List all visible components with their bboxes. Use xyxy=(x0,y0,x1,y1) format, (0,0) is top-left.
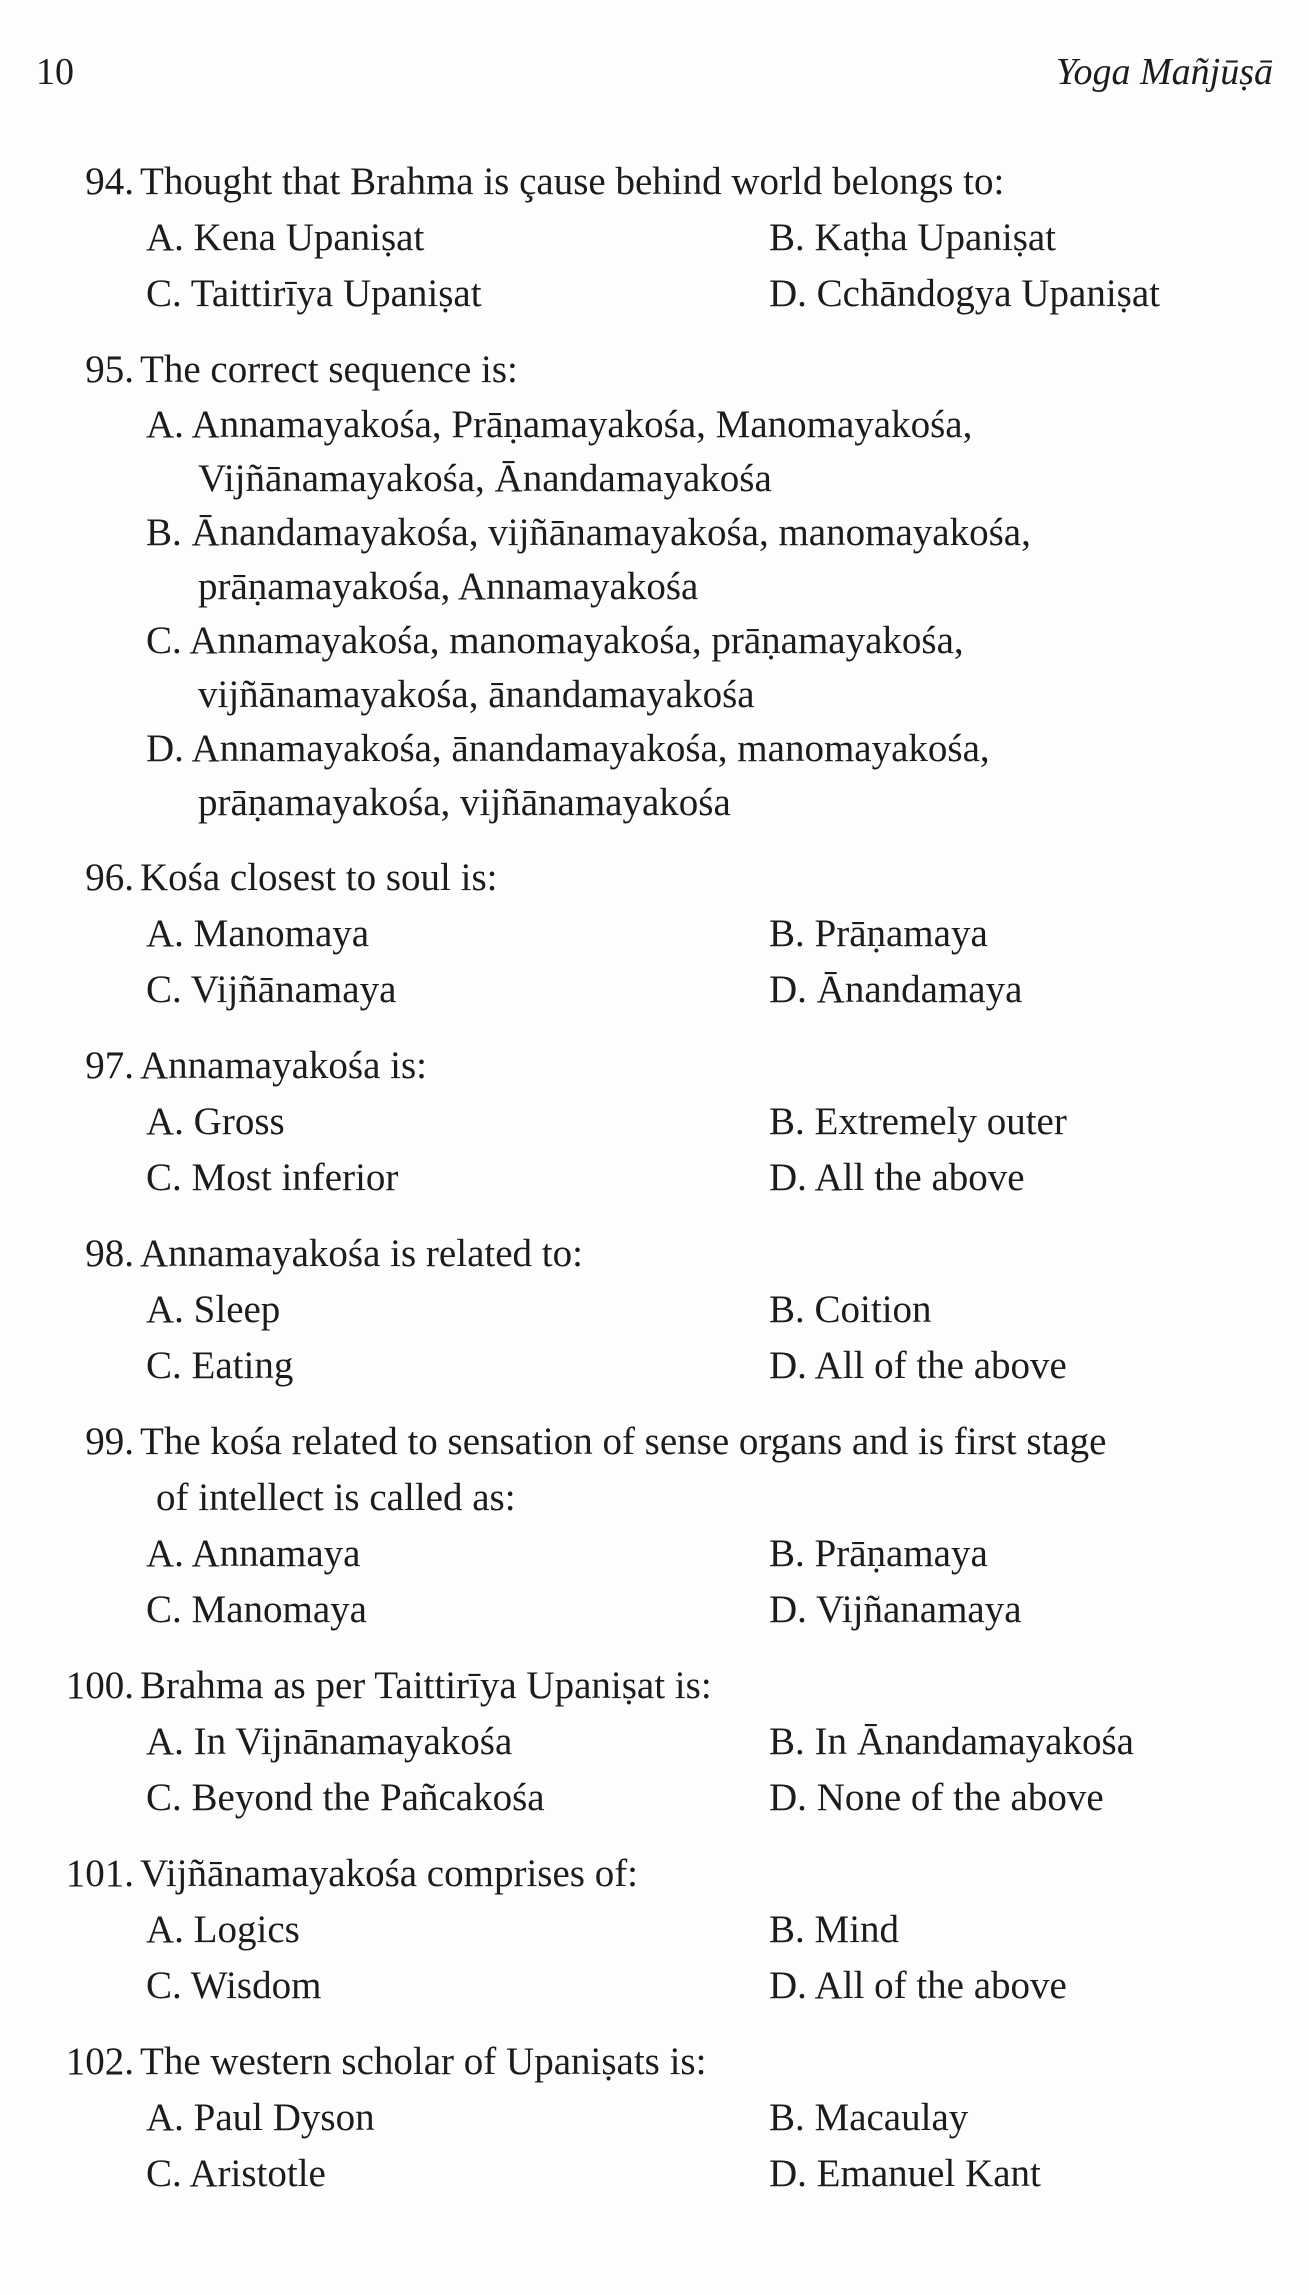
question-text-continued: of intellect is called as: xyxy=(156,1476,516,1519)
question-text: The kośa related to sensation of sense organs and is first stage xyxy=(140,1420,1107,1463)
option: A. Kena Upaniṣat xyxy=(146,216,425,259)
option: C. Wisdom xyxy=(146,1964,322,2007)
question-text: Thought that Brahma is çause behind world belongs to: xyxy=(140,160,1005,203)
question-text: Annamayakośa is: xyxy=(140,1044,428,1087)
question-list xyxy=(0,154,1309,2222)
question-stem xyxy=(0,850,1309,906)
option-long xyxy=(0,506,1309,614)
option: B. Mind xyxy=(769,1908,900,1951)
options-row xyxy=(0,1902,1309,1958)
question-text: Kośa closest to soul is: xyxy=(140,856,498,899)
option: A. In Vijnānamayakośa xyxy=(146,1720,513,1763)
option: C. Manomaya xyxy=(146,1588,367,1631)
options-grid xyxy=(0,2090,1309,2202)
option: B. Macaulay xyxy=(769,2096,969,2139)
option: D. All of the above xyxy=(769,1964,1067,2007)
question-stem xyxy=(0,1038,1309,1094)
option: C. Beyond the Pañcakośa xyxy=(146,1776,545,1819)
question-block xyxy=(0,2034,1309,2202)
question-number: 98. xyxy=(85,1232,134,1275)
option: B. In Ānandamayakośa xyxy=(769,1720,1134,1763)
question-text: Vijñānamayakośa comprises of: xyxy=(140,1852,639,1895)
question-number: 102. xyxy=(65,2040,134,2083)
option-line: C. Annamayakośa, manomayakośa, prāṇamayakośa, xyxy=(146,619,964,662)
question-block xyxy=(0,154,1309,322)
question-text: The western scholar of Upaniṣats is: xyxy=(140,2040,707,2083)
question-block xyxy=(0,1414,1309,1638)
option-line: A. Annamayakośa, Prāṇamayakośa, Manomayakośa, xyxy=(146,403,973,446)
option: B. Extremely outer xyxy=(769,1100,1067,1143)
question-block xyxy=(0,1038,1309,1206)
option-long xyxy=(0,722,1309,830)
options-row xyxy=(0,1958,1309,2014)
page-number: 10 xyxy=(36,51,74,93)
question-stem xyxy=(0,1226,1309,1282)
option: B. Prāṇamaya xyxy=(769,912,988,955)
option-line-continued: Vijñānamayakośa, Ānandamayakośa xyxy=(198,457,772,500)
question-number: 99. xyxy=(85,1420,134,1463)
options-row xyxy=(0,906,1309,962)
question-number: 100. xyxy=(65,1664,134,1707)
question-number: 95. xyxy=(85,348,134,391)
option: D. None of the above xyxy=(769,1776,1104,1819)
option-long xyxy=(0,614,1309,722)
option-long xyxy=(0,398,1309,506)
options-grid xyxy=(0,1902,1309,2014)
option: A. Gross xyxy=(146,1100,285,1143)
question-number: 97. xyxy=(85,1044,134,1087)
question-block xyxy=(0,850,1309,1018)
option-line: B. Ānandamayakośa, vijñānamayakośa, manomayakośa, xyxy=(146,511,1031,554)
question-text: Annamayakośa is related to: xyxy=(140,1232,583,1275)
question-number: 94. xyxy=(85,160,134,203)
option: C. Most inferior xyxy=(146,1156,399,1199)
question-stem xyxy=(0,154,1309,210)
options-row xyxy=(0,210,1309,266)
options-grid xyxy=(0,1094,1309,1206)
option: D. Cchāndogya Upaniṣat xyxy=(769,272,1160,315)
option: B. Coition xyxy=(769,1288,932,1331)
option: A. Manomaya xyxy=(146,912,370,955)
options-grid xyxy=(0,1526,1309,1638)
options-grid xyxy=(0,210,1309,322)
option-line: D. Annamayakośa, ānandamayakośa, manomayakośa, xyxy=(146,727,990,770)
question-stem xyxy=(0,342,1309,398)
option: D. All the above xyxy=(769,1156,1025,1199)
question-number: 101. xyxy=(65,1852,134,1895)
options-row xyxy=(0,1338,1309,1394)
question-block xyxy=(0,1658,1309,1826)
question-stem xyxy=(0,1658,1309,1714)
question-number: 96. xyxy=(85,856,134,899)
option: A. Paul Dyson xyxy=(146,2096,375,2139)
options-row xyxy=(0,1094,1309,1150)
option: D. Ānandamaya xyxy=(769,968,1023,1011)
question-stem xyxy=(0,1846,1309,1902)
question-text: The correct sequence is: xyxy=(140,348,518,391)
options-row xyxy=(0,2146,1309,2202)
options-grid xyxy=(0,1714,1309,1826)
page-header xyxy=(36,50,1273,100)
options-row xyxy=(0,1770,1309,1826)
options-grid xyxy=(0,1282,1309,1394)
option-line-continued: vijñānamayakośa, ānandamayakośa xyxy=(198,673,755,716)
question-stem xyxy=(0,2034,1309,2090)
options-row xyxy=(0,1714,1309,1770)
question-block xyxy=(0,1226,1309,1394)
options-row xyxy=(0,1150,1309,1206)
option: C. Vijñānamaya xyxy=(146,968,397,1011)
option: D. Emanuel Kant xyxy=(769,2152,1041,2195)
question-block xyxy=(0,1846,1309,2014)
options-row xyxy=(0,266,1309,322)
options-row xyxy=(0,2090,1309,2146)
question-stem xyxy=(0,1414,1309,1470)
options-row xyxy=(0,1582,1309,1638)
options-row xyxy=(0,1282,1309,1338)
option: A. Logics xyxy=(146,1908,300,1951)
options-row xyxy=(0,1526,1309,1582)
option: A. Annamaya xyxy=(146,1532,361,1575)
option: C. Aristotle xyxy=(146,2152,326,2195)
option: A. Sleep xyxy=(146,1288,281,1331)
option-line-continued: prāṇamayakośa, vijñānamayakośa xyxy=(198,781,731,824)
question-text: Brahma as per Taittirīya Upaniṣat is: xyxy=(140,1664,712,1707)
running-title: Yoga Mañjūṣā xyxy=(1055,51,1273,93)
option: B. Kaṭha Upaniṣat xyxy=(769,216,1057,259)
option: C. Taittirīya Upaniṣat xyxy=(146,272,482,315)
option: D. Vijñanamaya xyxy=(769,1588,1022,1631)
question-block xyxy=(0,342,1309,830)
option: D. All of the above xyxy=(769,1344,1067,1387)
options-grid xyxy=(0,906,1309,1018)
options-row xyxy=(0,962,1309,1018)
option: B. Prāṇamaya xyxy=(769,1532,988,1575)
option-line-continued: prāṇamayakośa, Annamayakośa xyxy=(198,565,699,608)
option: C. Eating xyxy=(146,1344,294,1387)
